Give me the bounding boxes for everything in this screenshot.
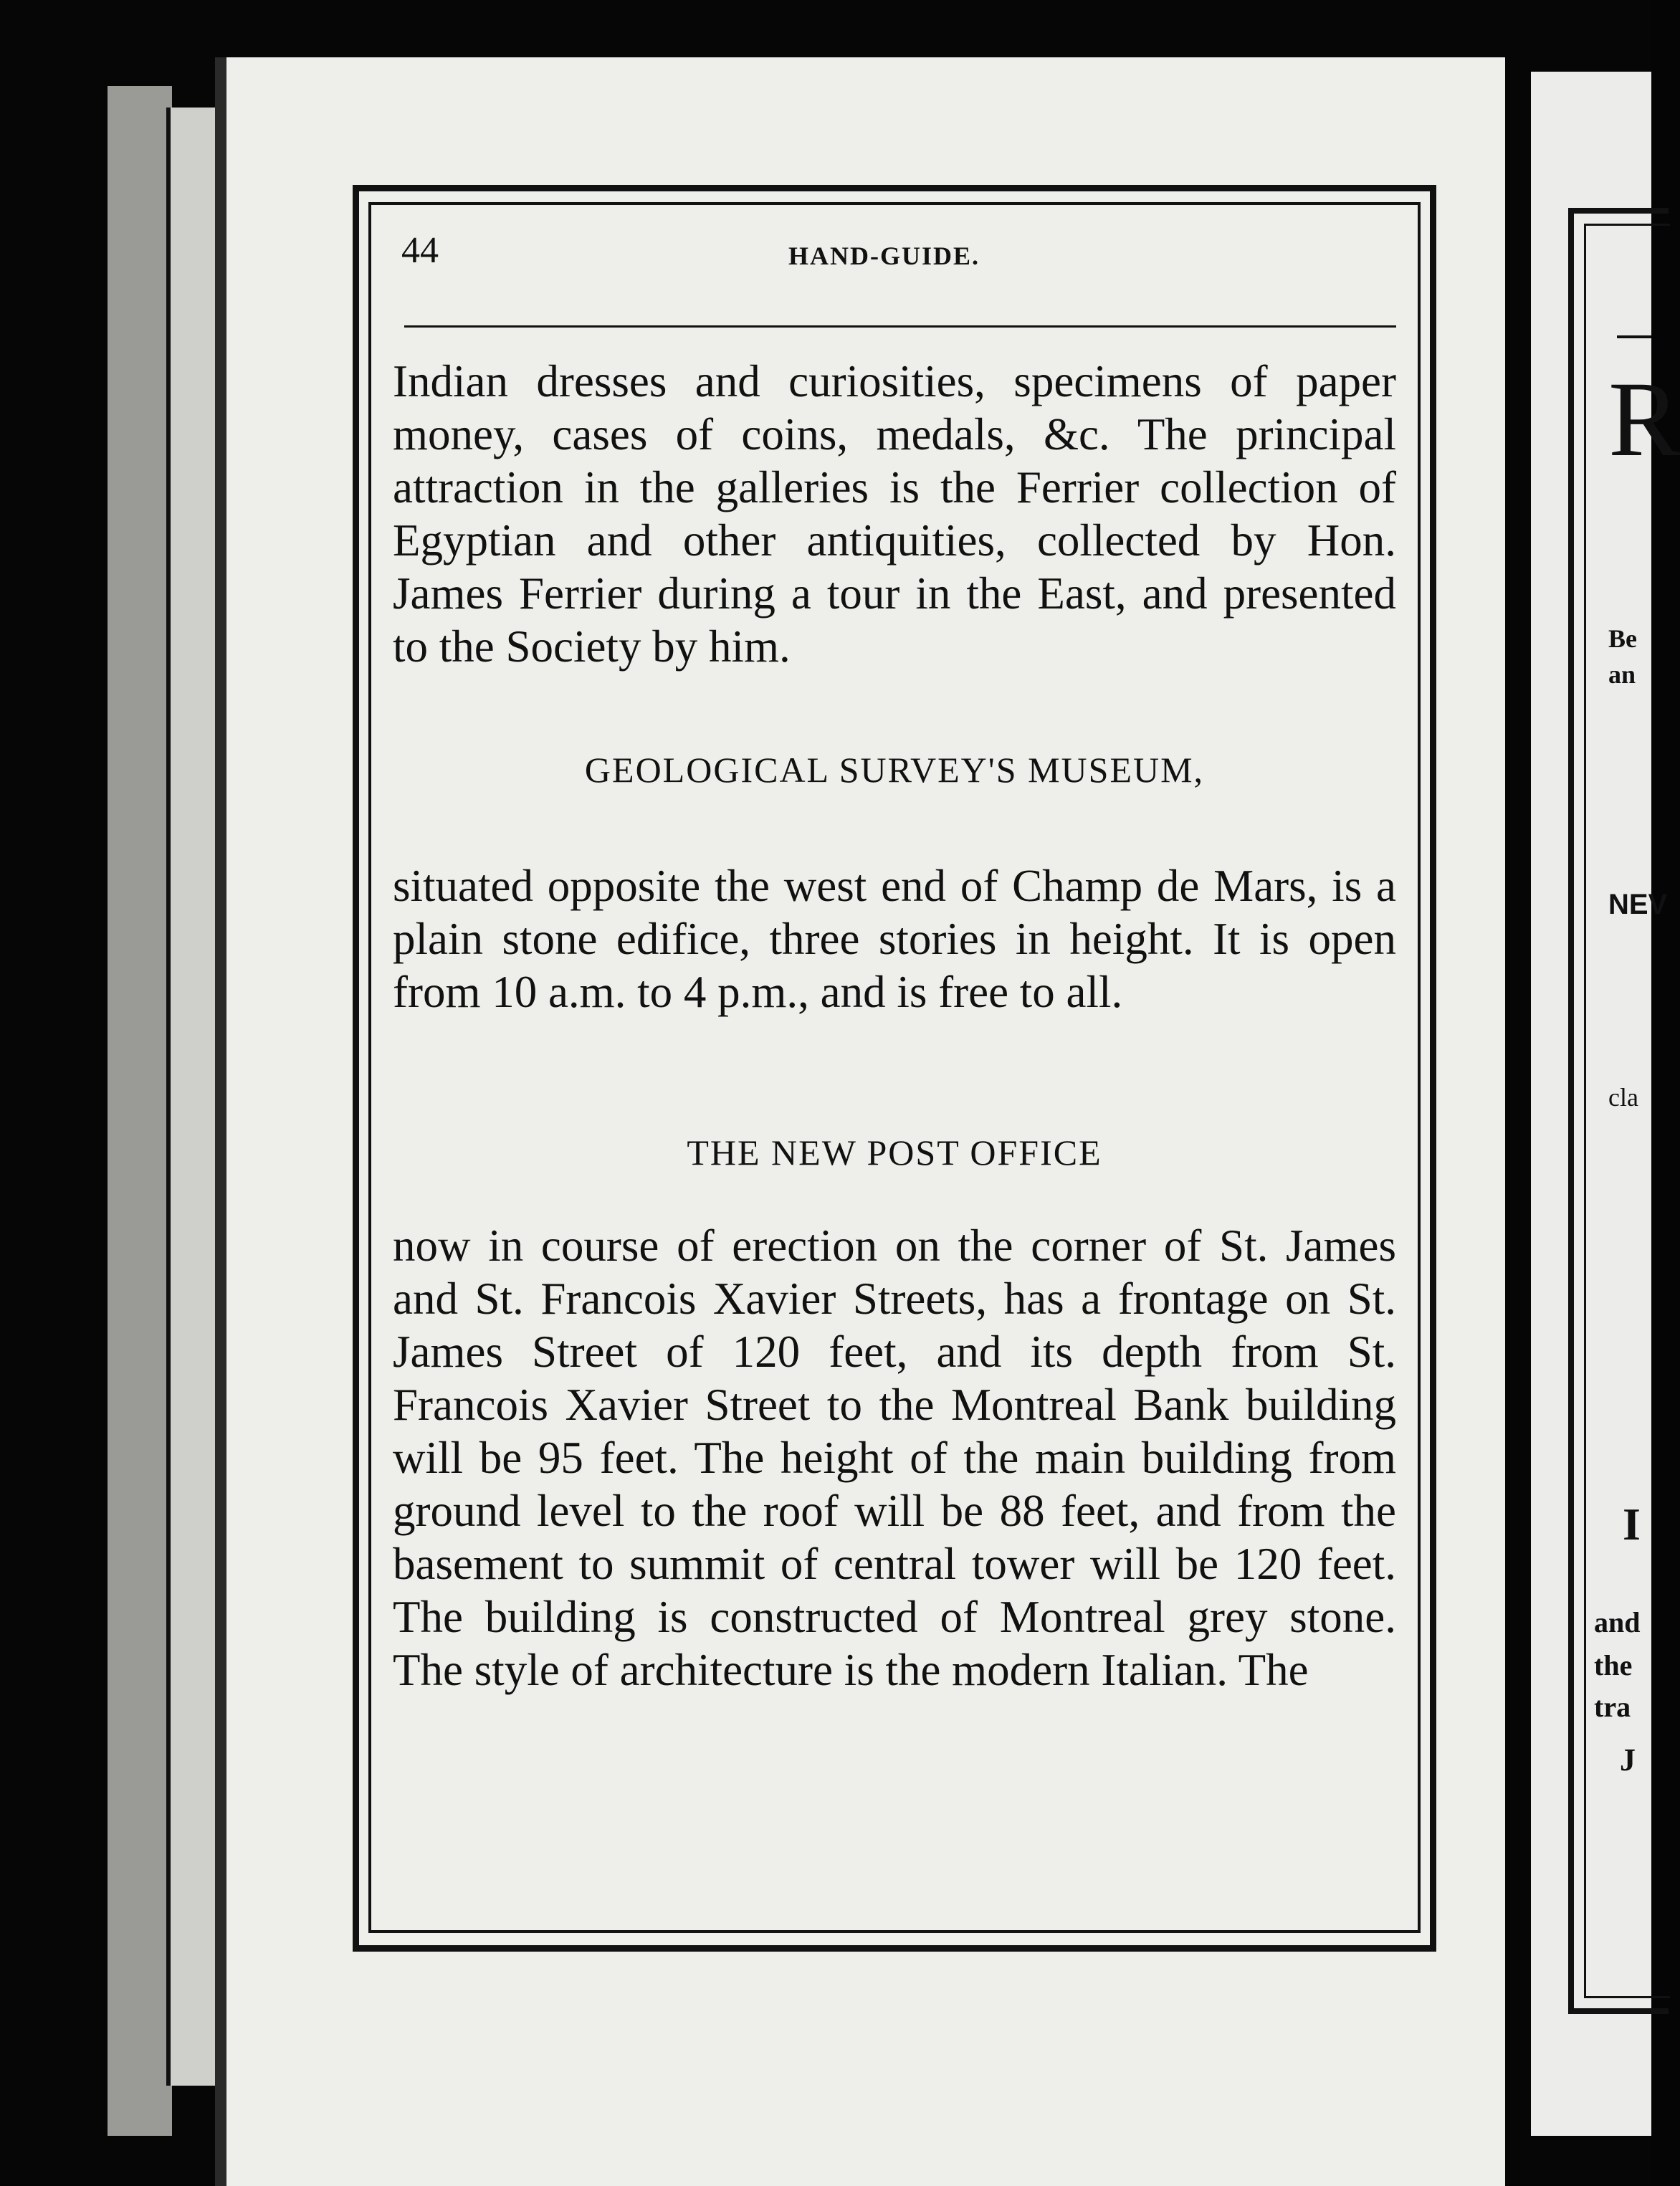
paragraph-museum-galleries: Indian dresses and curiosities, specimens of paper money, cases of coins, medals, &c. The principal attraction in the galleries is the Ferrier collection of Egyptian and other antiquities, collected by Hon. James Ferrier during a tour in the East, and presented to the Society by him. [393, 356, 1396, 672]
header-rule [404, 325, 1396, 328]
facing-text-new: NEV [1608, 889, 1668, 920]
paragraph-geological-museum: situated opposite the west end of Champ de Mars, is a plain stone edifice, three stories in height. It is open from 10 a.m. to 4 p.m., and is free to all. [393, 861, 1396, 1017]
page-number: 44 [401, 230, 439, 271]
page-text-block [393, 355, 1396, 1696]
facing-page-rule [1617, 335, 1651, 338]
facing-text-be: Be [1608, 624, 1637, 653]
facing-text-the: the [1594, 1649, 1633, 1681]
facing-letter-j: J [1620, 1742, 1636, 1777]
facing-text-cla: cla [1608, 1083, 1638, 1112]
facing-text-tra: tra [1594, 1691, 1631, 1723]
facing-text-an: an [1608, 660, 1636, 689]
facing-letter-i: I [1623, 1499, 1641, 1550]
running-title: HAND-GUIDE. [788, 242, 980, 270]
running-head [401, 229, 1398, 287]
page-stack-edge [166, 108, 221, 2086]
page-edge-shadow [108, 86, 172, 2136]
facing-initial-letter: R [1608, 360, 1680, 479]
heading-geological-survey-museum: GEOLOGICAL SURVEY'S MUSEUM, [584, 750, 1205, 790]
facing-text-and: and [1594, 1606, 1641, 1638]
heading-new-post-office: THE NEW POST OFFICE [687, 1132, 1102, 1173]
paragraph-new-post-office: now in course of erection on the corner of St. James and St. Francois Xavier Streets, has a frontage on St. James Street of 120 feet, and its depth from St. Francois Xavier Street to the Montreal Bank building will be 95 feet. The height of the main building from ground level to the roof will be 88 feet, and from the basement to summit of central tower will be 120 feet. The building is constructed of Montreal grey stone. The style of architecture is the modern Italian. The [393, 1221, 1396, 1695]
